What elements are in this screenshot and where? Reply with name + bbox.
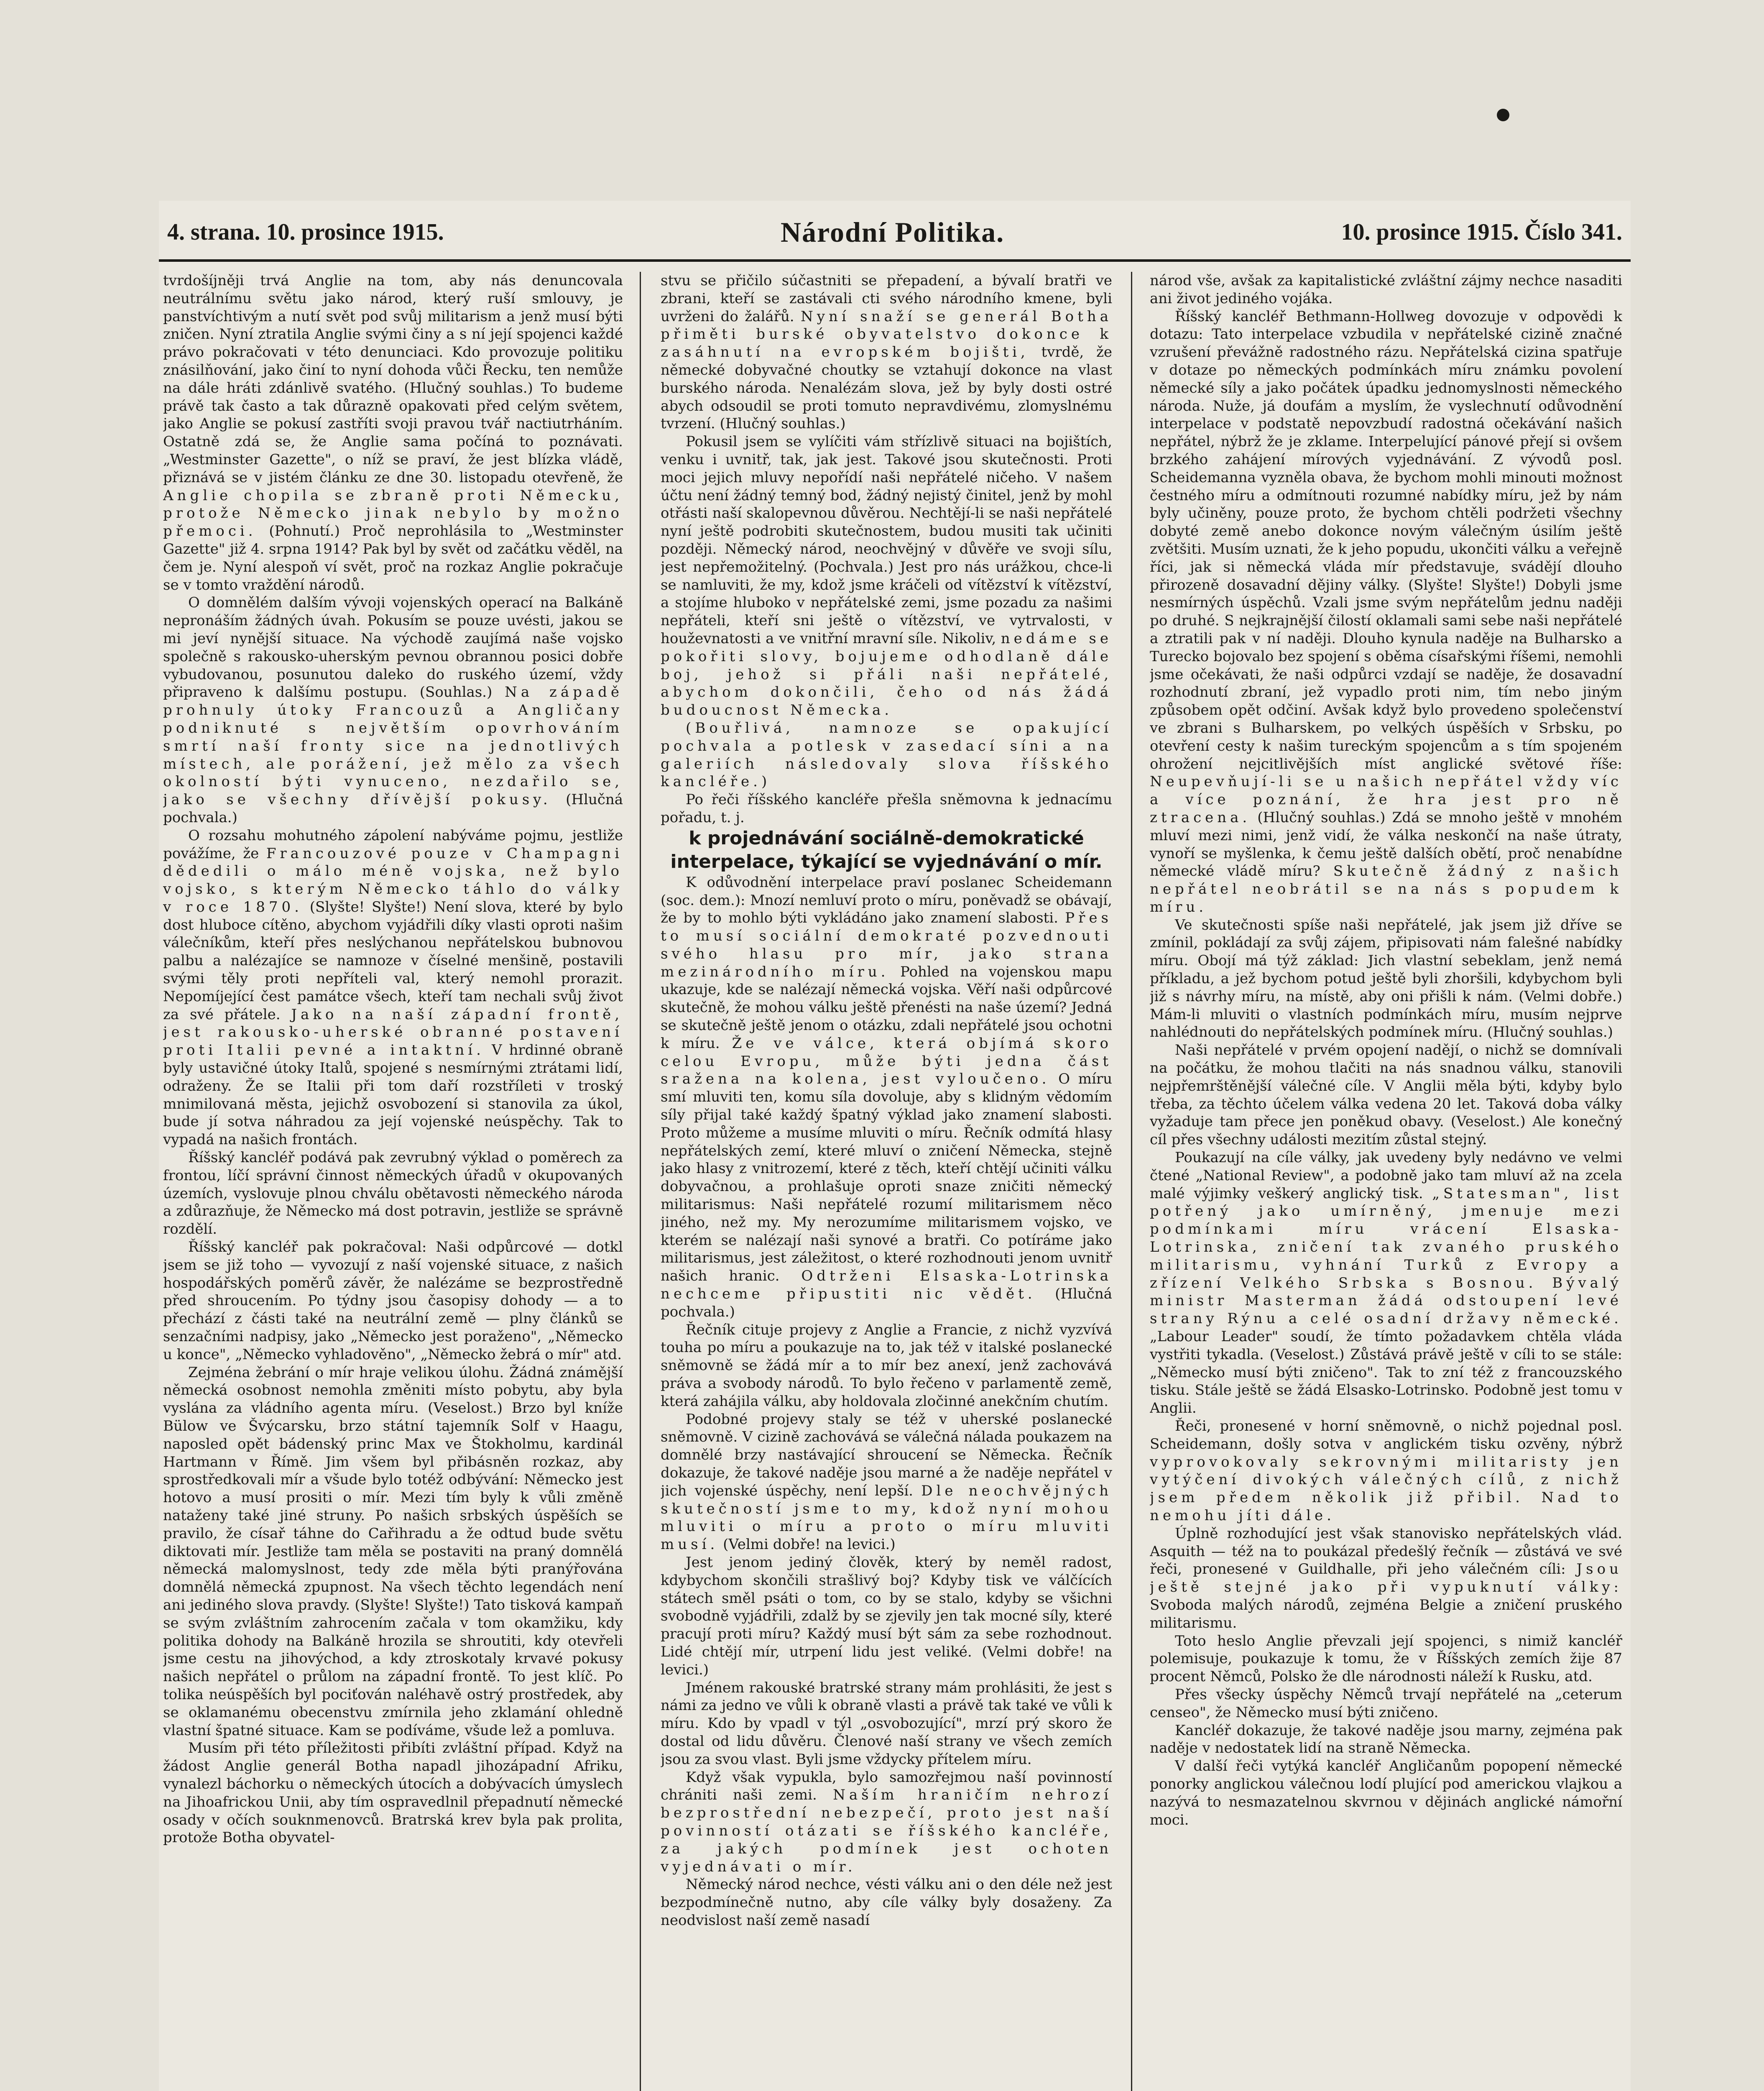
newspaper-title: Národní Politika.: [780, 216, 1005, 248]
paragraph: Říšský kancléř Bethmann-Hollweg dovozuje v odpovědi k dotazu: Tato interpelace vzbudila v nepřátelské cizině značné vzrušení převážně radostného rázu. Nepřátelská cizina spatřuje v dotaze po německých podmínkách míru známku povolení německé síly a jako počátek úpadku jednomyslnosti německého národa. Nuže, já doufám a myslím, že vyslechnutí odůvodnění interpelace v podstatě nepovzbudí radostná očekávání našich nepřátel, nýbrž že je zklame. Interpelující pánové přejí si ovšem brzkého zahájení mírových vyjednávání. Z vývodů posl. Scheidemanna vyzněla obava, že bychom mohli minouti možnost čestného míru a odmítnouti rozumné nabídky míru, jež by nám byly učiněny, pouze proto, že bychom chtěli podržeti všechny dobyté země anebo dokonce novým válečným úsilím ještě zvětšiti. Musím uznati, že k jeho popudu, ukončiti válku a veřejně říci, jak si německá vláda mír představuje, svádějí dlouho přirozeně dosavadní dějiny války. (Slyšte! Slyšte!) Dobyli jsme nesmírných úspěchů. Vzali jsme svým nepřátelům jednu naději po druhé. S nejkrajnější čilostí oklamali sami sebe naši nepřátelé a ztratili pak v ní naději. Dlouho kynula naděje na Bulharsko a Turecko bojovalo bez spojení s oběma císařskými říšemi, nemohli jsme očekávati, že naši odpůrci vzdají se naděje, že dosavadní rozhodnutí zbraní, jež vypadlo proti nim, tím nebo jiným způsobem opět odčiní. Avšak když bylo provedeno společenství ve zbrani s Bulharskem, po velkých úspěších v Srbsku, po otevření cesty k našim tureckým spojencům a s tím spojeném ohrožení nejcitlivějších míst anglické světové říše: Neupevňují-li se u našich nepřátel vždy víc a více poznání, že hra jest pro ně ztracena. (Hlučný souhlas.) Zdá se mnoho ještě v mnohém mluví mezi nimi, jenž vidí, že válka neskončí na naše útraty, vynoří se myšlenka, k čemu ještě dalších obětí, proč nenabídne německé vládě míru? Skutečně žádný z našich nepřátel neobrátil se na nás s popudem k míru.: [1150, 308, 1622, 915]
paragraph: Zejména žebrání o mír hraje velikou úlohu. Žádná známější německá osobnost nemohla změniti místo pobytu, aby byla vyslána za vládního agenta míru. (Veselost.) Brzo byl kníže Bülow ve Švýcarsku, brzo státní tajemník Solf v Haagu, naposled opět bádenský princ Max ve Štokholmu, kardinál Hartmann v Římě. Jim všem byl přibásněn rozkaz, aby sprostředkovali mír a všude bylo totéž odbývání: Německo jest hotovo a musí prositi o mír. Mezi tím byly k vůli změně nataženy také jiné struny. Po našich srbských úspěších se pravilo, že císař táhne do Cařihradu a že odtud bude světu diktovati mír. Jestliže tam měla se postaviti na praný domnělá německá malomyslnost, tedy zde měla býti pranýřována domnělá německá zpupnost. Na všech těchto legendách není ani jediného slova pravdy. (Slyšte! Slyšte!) Tato tisková kampaň se svým zvláštním zahrocením začala v tom okamžiku, kdy politika dohody na Balkáně hrozila se shroutiti, kdy otevřeli jsme cestu na jihovýchod, a kdy ztroskotaly krvavé pokusy našich nepřátel o průlom na západní frontě. To jest klíč. Po tolika neúspěších byl pociťován naléhavě ostrý prostředek, aby se oklamanému obecenstvu zmírnila jeho zklamání ohledně vlastní špatné situace. Kam se podíváme, všude lež a pomluva.: [163, 1364, 623, 1739]
column-1: [163, 272, 623, 2091]
header-right: 10. prosince 1915. Číslo 341.: [1341, 219, 1622, 245]
paragraph: O domnělém dalším vývoji vojenských operací na Balkáně nepronáším žádných úvah. Pokusím se pouze uvésti, jakou se mi jeví nynější situace. Na východě zaujímá naše vojsko společně s rakousko-uherským pevnou obrannou posici dobře vybudovanou, posunutou daleko do ruského území, vždy připraveno k dalšímu postupu. (Souhlas.) Na západě prohnuly útoky Francouzů a Angličany podniknuté s největším opovrhováním smrtí naší fronty sice na jednotlivých místech, ale porážení, jež mělo za všech okolností býti vynuceno, nezdařilo se, jako se všechny dřívější pokusy. (Hlučná pochvala.): [163, 594, 623, 826]
paragraph: národ vše, avšak za kapitalistické zvláštní zájmy nechce nasaditi ani život jediného vojáka.: [1150, 272, 1622, 307]
paragraph: Jménem rakouské bratrské strany mám prohlásiti, že jest s námi za jedno ve vůli k obraně vlasti a právě tak také ve vůli k míru. Kdo by vpadl v týl „osvobozující", mrzí prý skoro že dostal od lidu důvěru. Členové naší strany ve všech zemích jsou za svou vlast. Byli jsme vždycky přítelem míru.: [661, 1679, 1112, 1768]
paragraph: (Bouřlivá, namnoze se opakující pochvala a potlesk v zasedací síni a na galeriích následovaly slova říšského kancléře.): [661, 719, 1112, 790]
column-divider: [1131, 272, 1132, 2091]
paragraph: Poukazují na cíle války, jak uvedeny byly nedávno ve velmi čtené „National Review", a podobně jako tam mluví až na zcela malé výjimky veškerý anglický tisk. „Statesman", list potřený jako umírněný, jmenuje mezi podmínkami míru vrácení Elsaska-Lotrinska, zničení tak zvaného pruského militarismu, vyhnání Turků z Evropy a zřízení Velkého Srbska s Bosnou. Bývalý ministr Masterman žádá odstoupení levé strany Rýnu a celé osadní državy německé. „Labour Leader" soudí, že tímto požadavkem chtěla vláda vystřiti tykadla. (Veselost.) Zůstává právě ještě v cíli to se stále: „Německo musí býti zničeno". Tak to zní též z francouzského tisku. Stále ještě se žádá Elsasko-Lotrinsko. Podobně jest tomu v Anglii.: [1150, 1149, 1622, 1417]
paragraph: Přes všecky úspěchy Němců trvají nepřátelé na „ceterum censeo", že Německo musí býti zničeno.: [1150, 1686, 1622, 1721]
paragraph: Kancléř dokazuje, že takové naděje jsou marny, zejména pak naděje v nedostatek lidí na straně Německa.: [1150, 1722, 1622, 1757]
paragraph: K odůvodnění interpelace praví poslanec Scheidemann (soc. dem.): Mnozí nemluví proto o míru, poněvadž se obávají, že by to mohlo býti vykládáno jako znamení slabosti. Přes to musí sociální demokraté pozvednouti svého hlasu pro mír, jako strana mezinárodního míru. Pohled na vojenskou mapu ukazuje, kde se nalézají německá vojska. Věří naši odpůrcové skutečně, že mohou válku ještě přenésti na naše území? Jedná se skutečně ještě jenom o otázku, zdali nepřátelé jsou ochotni k míru. Že ve válce, která objímá skoro celou Evropu, může býti jedna část sražena na kolena, jest vyloučeno. O míru smí mluviti ten, komu síla dovoluje, aby s klidným vědomím síly přijal také každý špatný výklad jako znamení slabosti. Proto můžeme a musíme mluviti o míru. Řečník odmítá hlasy nepřátelských zemí, které mluví o zničení Německa, stejně jako hlasy z vnitrozemí, které z těch, kteří chtějí učiniti válku dobyvačnou, a prohlašuje oproti snaze zničiti německý militarismus: Naši nepřátelé rozumí militarismem něco jiného, než my. My nerozumíme militarismem vojsko, ve kterém se nalézají naši synové a bratři. Co potíráme jako militarismus, jest záležitost, o které rozhodnouti jenom uvnitř našich hranic. Odtrženi Elsaska-Lotrinska nechceme připustiti nic vědět. (Hlučná pochvala.): [661, 874, 1112, 1320]
paragraph: Řečník cituje projevy z Anglie a Francie, z nichž vyzvívá touha po míru a poukazuje na to, jak též v italské poslanecké sněmovně se žádá mír a to mír bez anexí, jenž zachovává práva a svobody národů. To bylo řečeno v parlamentě země, která zahájila válku, aby holdovala zločinné anekčním chutím.: [661, 1321, 1112, 1410]
header-rule: [159, 259, 1631, 262]
paragraph: stvu se přičilo súčastniti se přepadení, a bývalí bratři ve zbrani, kteří se zastávali cti svého národního kmene, byli uvrženi do žalářů. Nyní snaží se generál Botha přiměti burské obyvatelstvo dokonce k zasáhnutí na evropském bojišti, tvrdě, že německé dobyvačné choutky se vztahují dokonce na vlast burského národa. Nenalézám slova, jež by byly dosti ostré abych odsoudil se proti tomuto nepravdivému, zlomyslnému tvrzení. (Hlučný souhlas.): [661, 272, 1112, 432]
paragraph: O rozsahu mohutného zápolení nabýváme pojmu, jestliže povážíme, že Francouzové pouze v Champagni dědedili o málo méně vojska, než bylo vojsko, s kterým Německo táhlo do války v roce 1870. (Slyšte! Slyšte!) Není slova, které by bylo dost hluboce cítěno, abychom vyjádřili díky vlasti oproti našim válečníkům, kteří přes neslýchanou nepřátelskou bubnovou palbu a nalézajíce se namnoze v číselné menšině, postavili svými těly proti nepříteli val, který nemohl prorazit. Nepomíjející čest památce všech, kteří tam nechali svůj život za své přátele. Jako na naší západní frontě, jest rakousko-uherské obranné postavení proti Italii pevné a intaktní. V hrdinné obraně byly ustavičné útoky Italů, spojené s nesmírnými ztrátami lidí, odraženy. Že se Italii při tom daří rozstříleti v troský mnimilovaná města, jejichž osvobození si stanovila za úkol, bude jí sotva náhradou za její vojenské neúspěchy. Tak to vypadá na našich frontách.: [163, 827, 623, 1148]
paragraph: Říšský kancléř pak pokračoval: Naši odpůrcové — dotkl jsem se již toho — vyvozují z naší vojenské situace, z našich hospodářských poměrů závěr, že nalézáme se bezprostředně před shroucením. Po týdny jsou časopisy dohody — a to přechází z části také na neutrální země — plny článků se senzačními nadpisy, jako „Německo jest poraženo", „Německo u konce", „Německo vyhladověno", „Německo žebrá o mír" atd.: [163, 1239, 623, 1363]
paragraph: Jest jenom jediný člověk, který by neměl radost, kdybychom skončili strašlivý boj? Kdyby tisk ve válčících státech směl psáti o tom, co by se stalo, kdyby se všichni svobodně vyjádřili, zdalž by se zjevily jen tak mocné síly, které pracují proti míru? Každý musí být sám za sebe rozhodnout. Lidé chtějí mír, utrpení lidu jest veliké. (Velmi dobře! na levici.): [661, 1554, 1112, 1678]
paragraph: Podobné projevy staly se též v uherské poslanecké sněmovně. V cizině zachovává se válečná nálada poukazem na domnělé brzy nastávající shroucení se Německa. Řečník dokazuje, že takové naděje jsou marné a že naděje nepřátel v jich vojenské úspěchy, není lepší. Dle neochvějných skutečností jsme to my, kdož nyní mohou mluviti o míru a proto o míru mluviti musí. (Velmi dobře! na levici.): [661, 1411, 1112, 1553]
header-left: 4. strana. 10. prosince 1915.: [167, 219, 444, 245]
paragraph: Po řeči říšského kancléře přešla sněmovna k jednacímu pořadu, t. j.: [661, 791, 1112, 826]
paragraph: Úplně rozhodující jest však stanovisko nepřátelských vlád. Asquith — též na to poukázal předešlý řečník — zůstává ve své řeči, pronesené v Guildhalle, při jeho válečném cíli: Jsou ještě stejné jako při vypuknutí války: Svoboda malých národů, zejména Belgie a zničení pruského militarismu.: [1150, 1525, 1622, 1631]
paragraph: Když však vypukla, bylo samozřejmou naší povinností chrániti naši zemi. Naším hraničím nehrozí bezprostřední nebezpečí, proto jest naší povinností otázati se říšského kancléře, za jakých podmínek jest ochoten vyjednávati o mír.: [661, 1769, 1112, 1875]
paragraph: Musím při této příležitosti přibíti zvláštní případ. Když na žádost Anglie generál Botha napadl jihozápadní Afriku, vynalezl báchorku o německých útocích a dobývacích úmyslech na Jihoafrickou Unii, aby tím ospravedlnil přepadnutí německé osady v očích souknmenovců. Bratrská krev byla pak prolita, protože Botha obyvatel-: [163, 1740, 623, 1846]
paragraph: Toto heslo Anglie převzali její spojenci, s nimiž kancléř polemisuje, poukazuje k tomu, že v Říšských zemích žije 87 procent Němců, Polsko že dle národnosti náleží k Rusku, atd.: [1150, 1632, 1622, 1685]
paragraph: tvrdošíjněji trvá Anglie na tom, aby nás denuncovala neutrálnímu světu jako národ, který ruší smlouvy, je panstvíchtivým a nutí svět pod svůj militarism a jenž musí býti zničen. Nyní ztratila Anglie svými činy a s ní její spojenci každé právo pokračovati v této denunciaci. Kdo provozuje politiku znásilňování, jako činí to nyní dohoda vůči Řecku, ten nemůže na dále hráti zdánlivě svatého. (Hlučný souhlas.) To budeme právě tak často a tak důrazně opakovati před celým světem, jako Anglie se pokusí zastříti svoji pravou tvář nactiutrháním. Ostatně zdá se, že Anglie sama počíná to poznávati. „Westminster Gazette", o níž se praví, že jest blízka vládě, přiznává se v jistém článku ze dne 30. listopadu otevřeně, že Anglie chopila se zbraně proti Německu, protože Německo jinak nebylo by možno přemoci. (Pohnutí.) Proč neprohlásila to „Westminster Gazette" již 4. srpna 1914? Pak byl by svět od začátku věděl, na čem je. Nyní alespoň ví svět, proč na rozkaz Anglie pokračuje se v tomto vraždění národů.: [163, 272, 623, 593]
ink-dot: [1497, 109, 1509, 121]
column-divider: [640, 272, 641, 2091]
paragraph: Německý národ nechce, vésti válku ani o den déle než jest bezpodmínečně nutno, aby cíle války byly dosaženy. Za neodvislost naší země nasadí: [661, 1876, 1112, 1929]
paragraph: Naši nepřátelé v prvém opojení nadějí, o nichž se domnívali na počátku, že mohou tlačiti na nás snadnou válku, stanovili nejpřemrštěnější válečné cíle. V Anglii měla býti, kdyby bylo třeba, za těchto účelem válka vedena 20 let. Taková doba války vyžaduje tam přece jen poněkud obavy. (Veselost.) Ale konečný cíl přes všechny události mezitím zůstal stejný.: [1150, 1042, 1622, 1148]
paragraph: Říšský kancléř podává pak zevrubný výklad o poměrech za frontou, líčí správní činnost německých úřadů v okupovaných územích, vyslovuje plnou chválu obětavosti německého národa a zdůrazňuje, že Německo má dost potravin, jestliže se správně rozdělí.: [163, 1149, 623, 1238]
section-headline: k projednávání sociálně-demokratické interpelace, týkající se vyjednávání o mír.: [670, 827, 1103, 872]
paragraph: Ve skutečnosti spíše naši nepřátelé, jak jsem již dříve se zmínil, pokládají za svůj zájem, připisovati nám falešné nabídky míru. Obojí má týž základ: Jich vlastní sebeklam, jenž nemá příkladu, a jež bychom potud ještě byli zhoršili, kdybychom byli již s návrhy míru, na místě, aby oni přišli k nám. (Velmi dobře.) Mám-li mluviti o vlastních podmínkách míru, musím nejprve nahlédnouti do nepřátelských podmínek míru. (Hlučný souhlas.): [1150, 916, 1622, 1041]
running-head: [167, 213, 1622, 251]
paragraph: Pokusil jsem se vylíčiti vám střízlivě situaci na bojištích, venku i uvnitř, tak, jak jest. Takové jsou skutečnosti. Proti moci jejich mluvy nepořídí naši nepřátelé ničeho. V našem účtu není žádný temný bod, žádný nejistý činitel, jenž by mohl otřásti naší skalopevnou důvěrou. Nechtějí-li se naši nepřátelé nyní ještě podrobiti skutečnostem, budou musiti tak učiniti později. Německý národ, neochvějný v důvěře ve svoji sílu, jest nepřemožitelný. (Pochvala.) Jest pro nás urážkou, chce-li se namluviti, že my, kdož jsme kráčeli od vítězství k vítězství, a stojíme hluboko v nepřátelské zemi, jsme pozadu za našimi nepřáteli, kteří sni ještě o vítězství, ve vytrvalosti, v houževnatosti a ve vnitřní mravní síle. Nikoliv, nedáme se pokořiti slovy, bojujeme odhodlaně dále boj, jehož si přáli naši nepřátelé, abychom dokončili, čeho od nás žádá budoucnost Německa.: [661, 433, 1112, 719]
newspaper-page: [159, 201, 1631, 2091]
column-3: [1150, 272, 1622, 2091]
column-2: [661, 272, 1112, 2091]
paragraph: Řeči, pronesené v horní sněmovně, o nichž pojednal posl. Scheidemann, došly sotva v anglickém tisku ozvěny, nýbrž vyprovokovaly sekrovnými militaristy jen vytýčení divokých válečných cílů, z nichž jsem předem několik již přibil. Nad to nemohu jíti dále.: [1150, 1418, 1622, 1524]
paragraph: V další řeči vytýká kancléř Angličanům popopení německé ponorky anglickou válečnou lodí plující pod americkou vlajkou a nazývá to nesmazatelnou skvrnou v dějinách anglické námořní moci.: [1150, 1758, 1622, 1828]
article-columns: [159, 272, 1631, 2091]
